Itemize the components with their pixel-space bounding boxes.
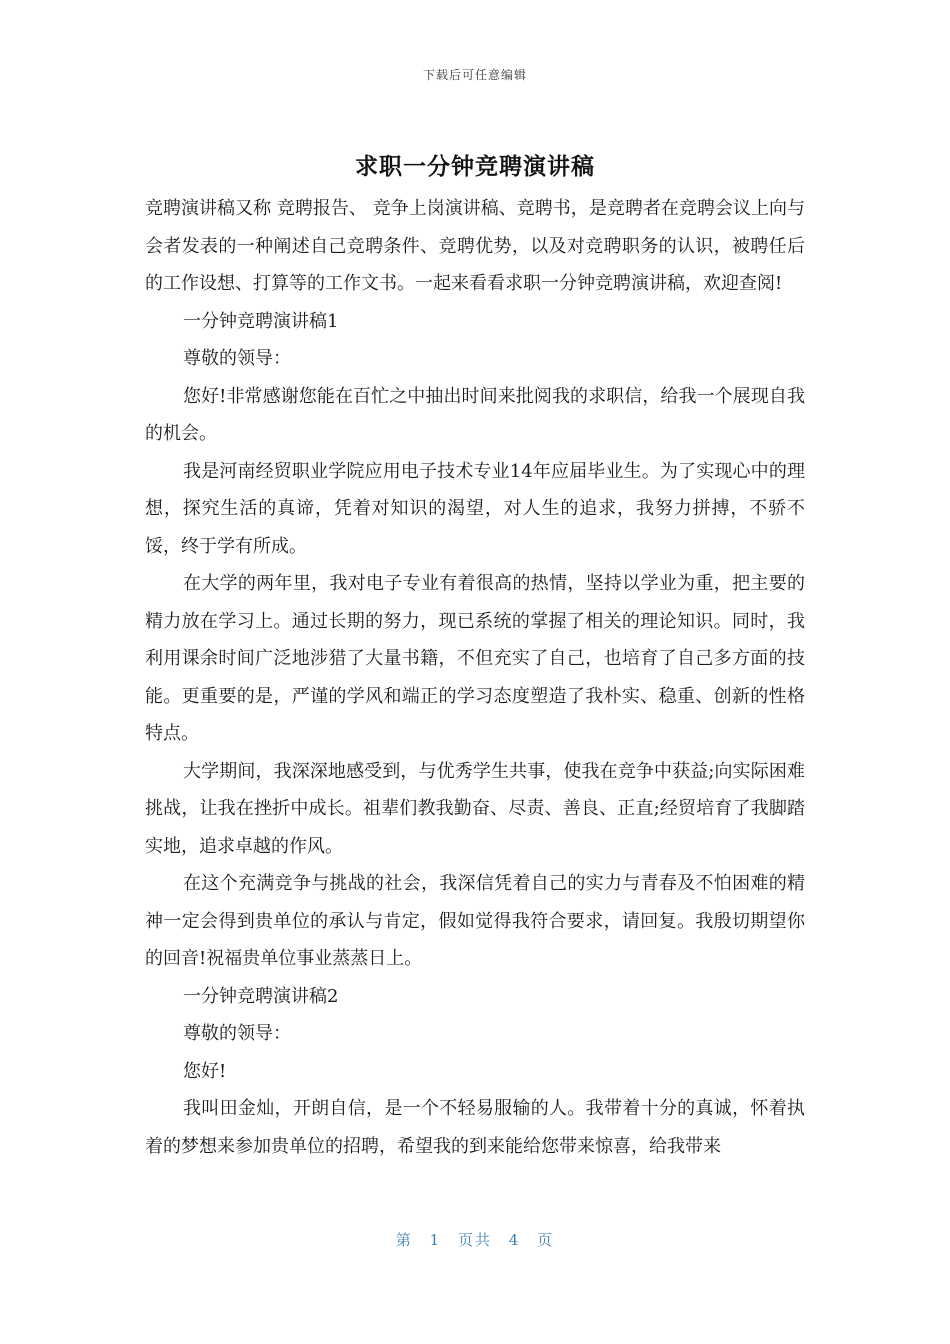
section-heading-1: 一分钟竞聘演讲稿1 bbox=[183, 310, 339, 332]
body-paragraph: 我叫田金灿，开朗自信，是一个不轻易服输的人。我带着十分的真诚，怀着执着的梦想来参加贵单位的招聘，希望我的到来能给您带来惊喜，给我带来 bbox=[145, 1098, 805, 1157]
document-title: 求职一分钟竞聘演讲稿 bbox=[355, 154, 595, 180]
body-paragraph: 您好!非常感谢您能在百忙之中抽出时间来批阅我的求职信，给我一个展现自我的机会。 bbox=[145, 385, 805, 444]
header-note: 下载后可任意编辑 bbox=[422, 68, 527, 82]
body-paragraph: 大学期间，我深深地感受到，与优秀学生共事，使我在竞争中获益;向实际困难挑战，让我在挫折中成长。祖辈们教我勤奋、尽责、善良、正直;经贸培育了我脚踏实地，追求卓越的作风。 bbox=[145, 760, 805, 857]
body-paragraph: 在这个充满竞争与挑战的社会，我深信凭着自己的实力与青春及不怕困难的精神一定会得到贵单位的承认与肯定，假如觉得我符合要求，请回复。我殷切期望你的回音!祝福贵单位事业蒸蒸日上。 bbox=[145, 873, 805, 969]
body-paragraph: 我是河南经贸职业学院应用电子技术专业14年应届毕业生。为了实现心中的理想，探究生活的真谛，凭着对知识的渴望，对人生的追求，我努力拼搏，不骄不馁，终于学有所成。 bbox=[145, 460, 805, 557]
page-number: 第 1 页共 4 页 bbox=[395, 1231, 555, 1249]
salutation: 尊敬的领导： bbox=[183, 348, 291, 369]
intro-paragraph: 竞聘演讲稿又称 竞聘报告、 竞争上岗演讲稿、竞聘书，是竞聘者在竞聘会议上向与会者发表的一种阐述自己竞聘条件、竞聘优势，以及对竞聘职务的认识，被聘任后的工作设想、打算等的工作文书。一起来看看求职一分钟竞聘演讲稿，欢迎查阅! bbox=[145, 198, 805, 294]
body-paragraph: 在大学的两年里，我对电子专业有着很高的热情，坚持以学业为重，把主要的精力放在学习上。通过长期的努力，现已系统的掌握了相关的理论知识。同时，我利用课余时间广泛地涉猎了大量书籍，不但充实了自己，也培育了自己多方面的技能。更重要的是，严谨的学风和端正的学习态度塑造了我朴实、稳重、创新的性格特点。 bbox=[145, 573, 805, 744]
section-heading-2: 一分钟竞聘演讲稿2 bbox=[183, 985, 339, 1007]
salutation: 尊敬的领导： bbox=[183, 1023, 291, 1044]
document-body bbox=[145, 190, 805, 1165]
greeting: 您好! bbox=[183, 1060, 227, 1082]
